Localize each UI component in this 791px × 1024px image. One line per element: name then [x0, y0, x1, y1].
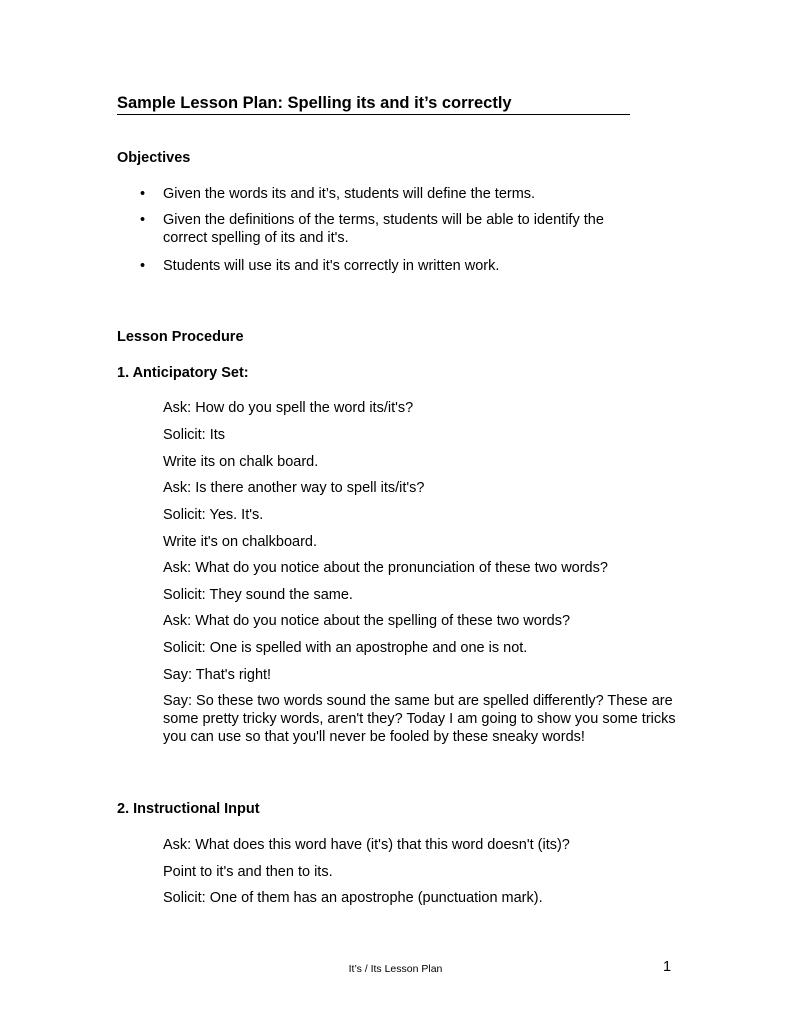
step-line: Ask: Is there another way to spell its/it's? — [163, 480, 425, 496]
document-title: Sample Lesson Plan: Spelling its and it’s correctly — [117, 92, 630, 115]
step-line: Solicit: They sound the same. — [163, 587, 353, 603]
objectives-heading: Objectives — [117, 150, 191, 166]
lesson-procedure-heading: Lesson Procedure — [117, 329, 244, 345]
step-line: Ask: What do you notice about the spelling of these two words? — [163, 613, 571, 629]
bullet-icon: • — [140, 212, 146, 228]
step-line: Ask: What do you notice about the pronunciation of these two words? — [163, 560, 608, 576]
step-line: Point to it's and then to its. — [163, 864, 333, 880]
page-footer: It’s / Its Lesson Plan — [348, 963, 443, 975]
step-paragraph: Say: So these two words sound the same but are spelled differently? These are some pretty tricky words, aren't they? Today I am going to show you some tricks you can use so that you'll never be fooled by these sneaky words! — [163, 693, 676, 745]
step-line: Solicit: Yes. It's. — [163, 507, 264, 523]
step-line: Solicit: One of them has an apostrophe (punctuation mark). — [163, 890, 543, 906]
step-line: Write it's on chalkboard. — [163, 534, 318, 550]
step-line: Write its on chalk board. — [163, 454, 319, 470]
step-line: Solicit: Its — [163, 427, 226, 443]
objective-text: Given the definitions of the terms, students will be able to identify the correct spelling of its and it's. — [163, 212, 604, 246]
objective-text: Students will use its and it's correctly in written work. — [163, 258, 500, 274]
bullet-icon: • — [140, 186, 146, 202]
page-number: 1 — [663, 959, 672, 975]
objective-text: Given the words its and it’s, students will define the terms. — [163, 186, 536, 202]
step-line: Ask: How do you spell the word its/it's? — [163, 400, 414, 416]
anticipatory-set-heading: 1. Anticipatory Set: — [117, 365, 249, 381]
step-line: Solicit: One is spelled with an apostrophe and one is not. — [163, 640, 528, 656]
instructional-input-heading: 2. Instructional Input — [117, 801, 260, 817]
step-line: Say: That's right! — [163, 667, 272, 683]
bullet-icon: • — [140, 258, 146, 274]
step-line: Ask: What does this word have (it's) that this word doesn't (its)? — [163, 837, 570, 853]
